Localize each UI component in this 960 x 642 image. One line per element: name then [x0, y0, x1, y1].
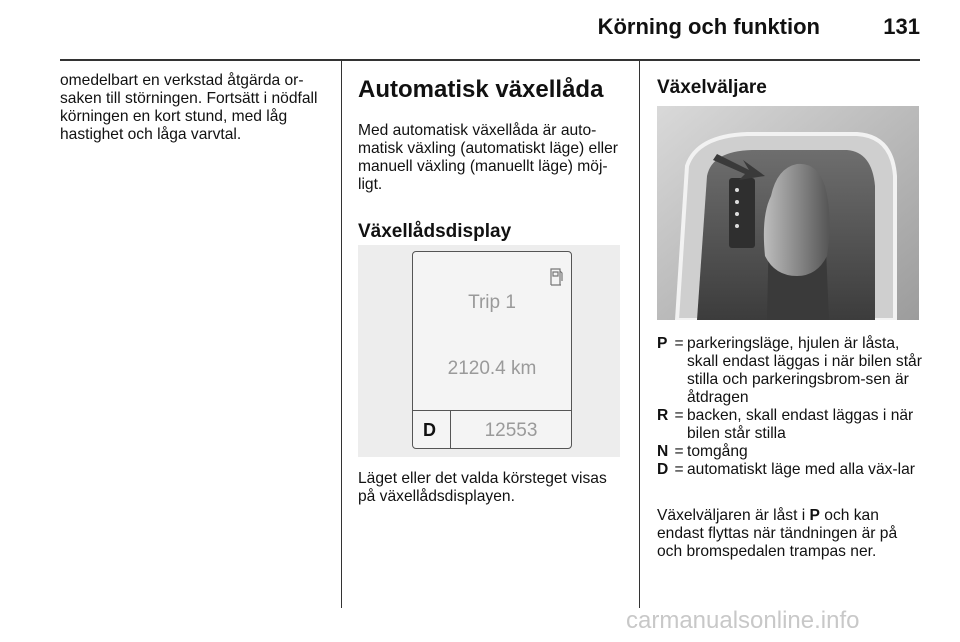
legend-item-d: [657, 461, 923, 479]
legend-key: N: [657, 443, 669, 460]
trip-label: Trip 1: [468, 292, 516, 313]
legend-description: tomgång: [687, 443, 748, 460]
lock-note-gear: P: [809, 507, 820, 524]
legend-description: backen, skall endast läggas i när bilen står stilla: [687, 407, 914, 442]
gearbox-display-illustration: [358, 245, 620, 457]
display-divider: [413, 410, 571, 411]
subheading-gearbox-display: Växellådsdisplay: [358, 221, 512, 242]
column-2: [358, 72, 624, 244]
lock-note: [657, 507, 923, 561]
gear-indicator: D: [423, 420, 436, 440]
lock-note-text-2: och kan endast flyttas när tändningen är på och bromspedalen trampas ner.: [657, 507, 898, 560]
section-heading-automatic-gearbox: Automatisk växellåda: [358, 76, 604, 103]
column-1: [60, 72, 326, 144]
display-caption: Läget eller det valda körsteget visas på växellådsdisplayen.: [358, 470, 607, 505]
continued-paragraph: omedelbart en verkstad åtgärda or-saken till störningen. Fortsätt i nödfall körningen en kort stund, med låg hastighet och låga varvtal.: [60, 72, 318, 143]
page-header-title: Körning och funktion: [597, 14, 820, 39]
legend-equals: =: [674, 407, 684, 424]
watermark: carmanualsonline.info: [626, 607, 860, 634]
fuel-pump-icon: [549, 264, 563, 286]
column-3: [657, 72, 923, 100]
legend-equals: =: [674, 443, 684, 460]
legend-key: D: [657, 461, 669, 478]
legend-key: R: [657, 407, 669, 424]
display-caption-wrap: [358, 470, 624, 506]
column-divider-1: [341, 60, 342, 608]
legend-description: parkeringsläge, hjulen är låsta, skall endast läggas i när bilen står stilla och parkeringsbrom-sen är åtdragen: [687, 335, 922, 406]
page-number: 131: [883, 14, 920, 39]
legend-key: P: [657, 335, 668, 352]
trip-distance: 2120.4 km: [447, 358, 537, 379]
intro-paragraph: Med automatisk växellåda är auto-matisk växling (automatiskt läge) eller manuell växling (manuellt läge) möj-ligt.: [358, 122, 618, 193]
legend-item-n: [657, 443, 923, 461]
column-divider-2: [639, 60, 640, 608]
lock-note-text: Växelväljaren är låst i: [657, 507, 810, 524]
legend-equals: =: [674, 335, 684, 352]
header-divider: [60, 59, 920, 61]
legend-item-r: [657, 407, 923, 443]
legend-item-p: [657, 335, 923, 407]
odometer-value: 12553: [484, 420, 538, 441]
gear-legend: [657, 335, 923, 479]
legend-description: automatiskt läge med alla väx-lar: [687, 461, 915, 478]
legend-equals: =: [674, 461, 684, 478]
section-heading-selector-lever: Växelväljare: [657, 77, 767, 98]
selector-lever-photo: [657, 106, 919, 320]
display-screen: [412, 251, 572, 449]
